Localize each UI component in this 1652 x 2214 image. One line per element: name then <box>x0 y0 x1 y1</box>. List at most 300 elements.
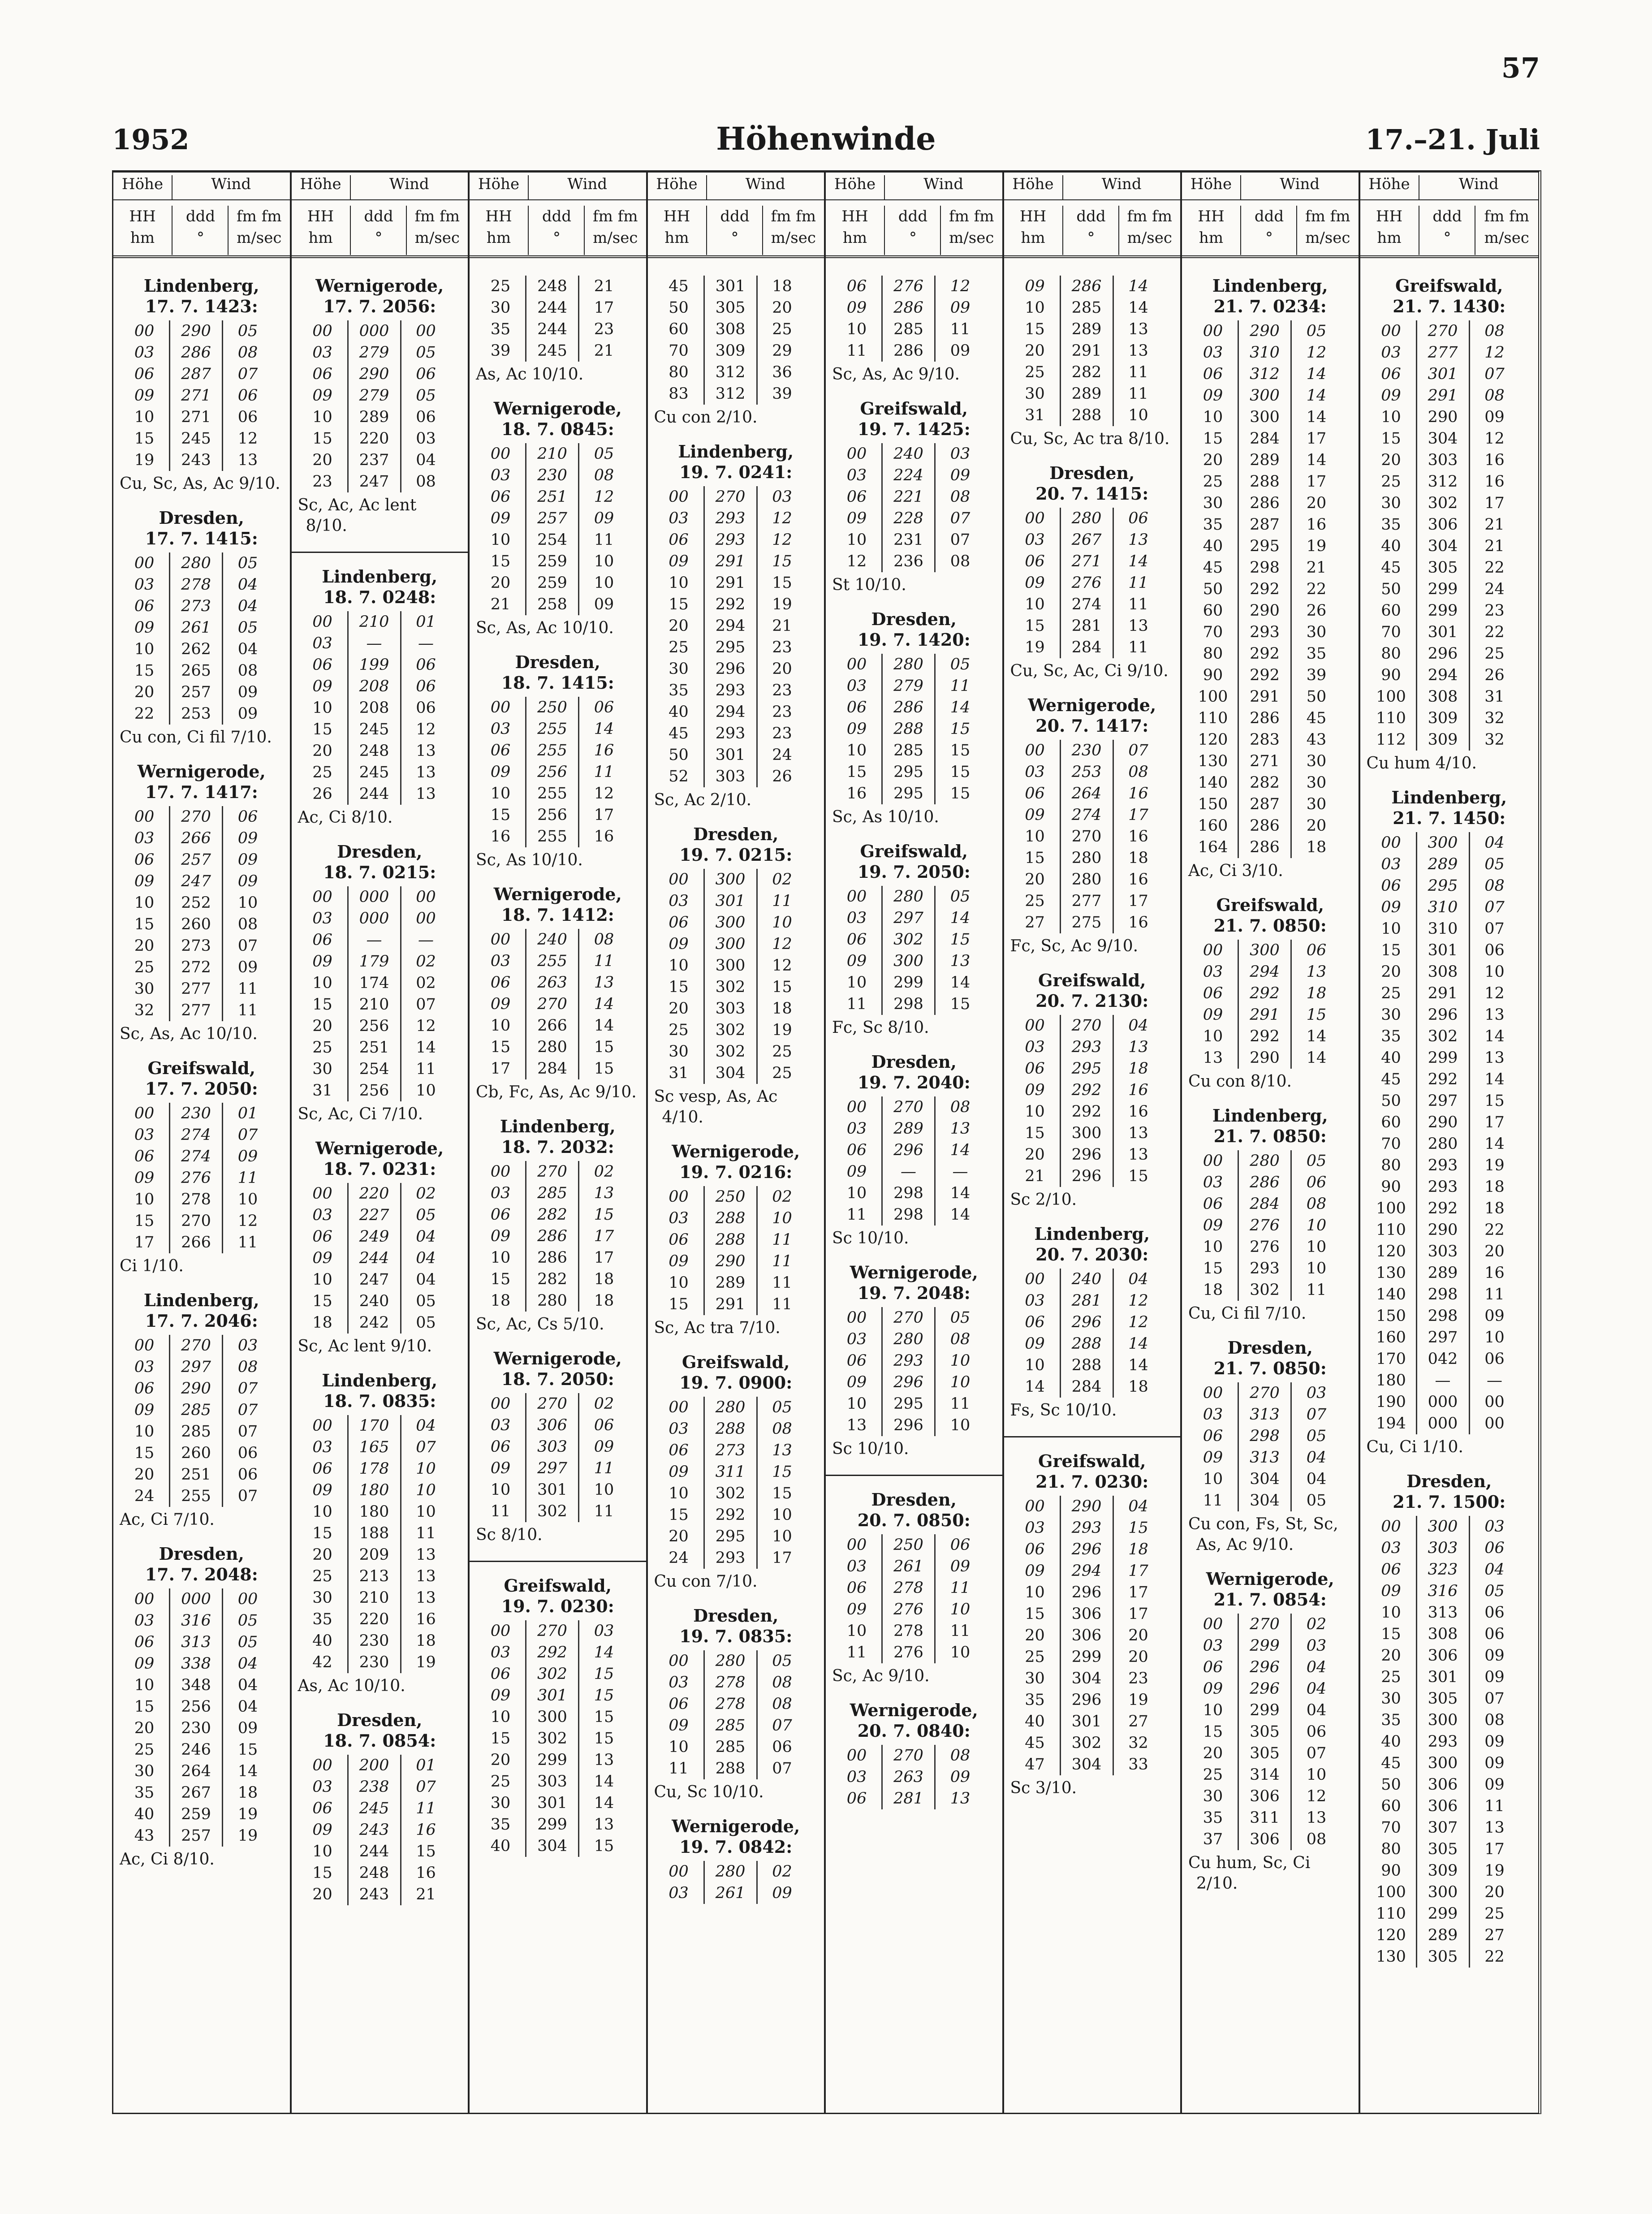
direction-value: 265 <box>169 660 223 682</box>
direction-value: 256 <box>525 761 579 783</box>
station-name: Greifswald, <box>1216 895 1324 915</box>
height-value: 09 <box>490 509 511 527</box>
table-row <box>1010 1144 1174 1165</box>
direction-value: 338 <box>169 1653 223 1675</box>
observation-time: 21. 7. 0854: <box>1213 1589 1327 1610</box>
height-value: 11 <box>846 995 867 1013</box>
direction-value: 291 <box>1238 686 1292 708</box>
height-value: 00 <box>490 699 511 716</box>
table-row <box>298 1587 462 1609</box>
direction-value: 290 <box>1416 1219 1470 1241</box>
height-value: 00 <box>134 1105 155 1122</box>
speed-value: 09 <box>1484 1307 1505 1325</box>
speed-value: 09 <box>950 342 970 360</box>
table-row <box>1367 342 1532 363</box>
direction-value: 266 <box>169 828 223 849</box>
direction-value: 255 <box>525 783 579 804</box>
speed-value: 12 <box>950 277 970 295</box>
speed-value: 13 <box>1484 1819 1505 1837</box>
direction-value: 286 <box>1238 708 1292 729</box>
table-row <box>120 1442 284 1464</box>
speed-value: 13 <box>950 1120 970 1138</box>
table-row <box>654 319 818 340</box>
table-row <box>476 718 640 740</box>
page-number: 57 <box>1501 52 1540 84</box>
observation-time: 18. 7. 1412: <box>501 905 614 925</box>
table-row <box>654 680 818 701</box>
header-row-1 <box>1360 173 1539 200</box>
table-row <box>476 297 640 319</box>
direction-value: 292 <box>1238 665 1292 686</box>
speed-value: 13 <box>416 742 436 760</box>
height-value: 120 <box>1376 1243 1406 1260</box>
height-value: 03 <box>134 576 155 594</box>
speed-value: 14 <box>594 1017 614 1035</box>
height-value: 06 <box>1203 984 1223 1002</box>
direction-value: 280 <box>169 552 223 574</box>
direction-value: 285 <box>881 319 936 340</box>
speed-value: 13 <box>594 1184 614 1202</box>
direction-value: 288 <box>1060 1355 1114 1376</box>
table-row <box>1010 1603 1174 1625</box>
height-value: 35 <box>1203 516 1223 534</box>
table-row <box>1188 1150 1352 1172</box>
table-row <box>476 1771 640 1792</box>
hoehe-label: Höhe <box>1012 175 1054 193</box>
station-block <box>1010 1451 1174 1799</box>
direction-value: 302 <box>703 976 758 998</box>
hh-unit-label <box>648 206 706 249</box>
height-value: 15 <box>490 1270 511 1288</box>
direction-value: 294 <box>703 615 758 637</box>
direction-value: 174 <box>347 972 401 994</box>
table-row <box>832 1307 996 1329</box>
height-value: 09 <box>846 1601 867 1618</box>
table-row <box>298 1312 462 1334</box>
table-row <box>1367 1262 1532 1284</box>
direction-value: 302 <box>1060 1732 1114 1754</box>
cloud-observation: Sc, Ac, Ac lent 8/10. <box>298 496 417 535</box>
direction-value: 294 <box>1416 665 1470 686</box>
table-row <box>1188 1215 1352 1236</box>
height-value: 06 <box>1025 785 1045 803</box>
direction-value: 309 <box>1416 1860 1470 1882</box>
table-row <box>1367 449 1532 471</box>
speed-value: 10 <box>416 1481 436 1499</box>
table-row <box>476 465 640 486</box>
hm-label: hm <box>308 229 333 247</box>
speed-value: 13 <box>594 1816 614 1834</box>
header-row-2 <box>470 200 646 255</box>
speed-value: 09 <box>237 958 258 976</box>
table-row <box>832 340 996 362</box>
observation-time: 21. 7. 0850: <box>1213 1358 1327 1378</box>
speed-value: 05 <box>416 1206 436 1224</box>
direction-value: 170 <box>347 1415 401 1437</box>
table-row <box>654 1882 818 1904</box>
table-row <box>298 1204 462 1226</box>
table-row <box>1010 1312 1174 1333</box>
table-row <box>298 1415 462 1437</box>
direction-value: 280 <box>703 1397 758 1418</box>
direction-value: 305 <box>1238 1721 1292 1743</box>
observation-time: 18. 7. 0854: <box>323 1731 436 1751</box>
direction-value: 299 <box>1416 600 1470 621</box>
speed-value: 12 <box>416 721 436 738</box>
table-row <box>654 594 818 615</box>
direction-value: 289 <box>703 1272 758 1294</box>
height-value: 10 <box>134 1423 155 1441</box>
direction-value: 303 <box>525 1771 579 1792</box>
speed-value: 06 <box>237 408 258 426</box>
table-row <box>298 1226 462 1247</box>
speed-value: 05 <box>416 1314 436 1332</box>
direction-value: 230 <box>169 1718 223 1739</box>
speed-value: 13 <box>772 1441 792 1459</box>
speed-value: 22 <box>1484 1948 1505 1966</box>
station-name: Wernigerode, <box>315 1138 444 1158</box>
column-header <box>292 173 468 258</box>
direction-value: 210 <box>347 994 401 1015</box>
direction-value: 271 <box>169 406 223 428</box>
table-row <box>120 1675 284 1696</box>
height-value: 09 <box>312 1481 332 1499</box>
table-row <box>1188 815 1352 837</box>
table-row <box>1188 1721 1352 1743</box>
table-row <box>654 998 818 1019</box>
table-row <box>1188 514 1352 535</box>
table-row <box>1367 1645 1532 1666</box>
height-value: 15 <box>134 915 155 933</box>
speed-value: 11 <box>237 980 258 998</box>
hh-unit-label <box>1004 206 1062 249</box>
hh-unit-label <box>1360 206 1419 249</box>
speed-value: 10 <box>950 1416 970 1434</box>
height-value: 25 <box>669 1021 689 1039</box>
direction-value: 240 <box>1060 1269 1114 1290</box>
table-row <box>1010 1269 1174 1290</box>
direction-value: 200 <box>347 1755 401 1776</box>
observation-time: 19. 7. 2048: <box>857 1283 970 1303</box>
speed-value: 04 <box>1128 1498 1148 1515</box>
table-row <box>1188 751 1352 772</box>
direction-value: 297 <box>881 907 936 929</box>
direction-value: 299 <box>1416 1047 1470 1069</box>
speed-value: 23 <box>772 639 792 656</box>
height-value: 03 <box>490 1644 511 1662</box>
direction-value: 285 <box>703 1736 758 1758</box>
direction-value: 270 <box>703 486 758 508</box>
table-row <box>1188 643 1352 665</box>
column-body <box>292 262 468 2113</box>
table-row <box>654 1650 818 1672</box>
speed-value: 13 <box>1128 320 1148 338</box>
direction-value: 289 <box>881 1118 936 1139</box>
table-row <box>120 957 284 978</box>
direction-value: 296 <box>1060 1312 1114 1333</box>
speed-value: 16 <box>416 1864 436 1882</box>
speed-value: 16 <box>1128 1081 1148 1099</box>
direction-value: 305 <box>1416 1688 1470 1709</box>
height-value: 03 <box>669 1884 689 1902</box>
station-block <box>476 276 640 385</box>
table-column <box>292 173 470 2113</box>
header-row-1 <box>292 173 468 200</box>
table-row <box>298 1841 462 1862</box>
height-value: 110 <box>1376 1905 1406 1923</box>
table-row <box>654 1208 818 1229</box>
direction-value: 287 <box>169 363 223 385</box>
direction-value: 313 <box>1238 1447 1292 1468</box>
height-value: 06 <box>1203 1427 1223 1445</box>
speed-value: 07 <box>1484 898 1505 916</box>
table-row <box>832 1393 996 1415</box>
header-row-1 <box>470 173 646 200</box>
height-value: 45 <box>669 277 689 295</box>
speed-value: 10 <box>950 1373 970 1391</box>
direction-value: 259 <box>525 572 579 594</box>
observation-time: 20. 7. 1417: <box>1035 716 1149 736</box>
speed-value: 15 <box>416 1843 436 1860</box>
speed-value: 10 <box>594 552 614 570</box>
table-row <box>298 951 462 972</box>
data-table <box>112 170 1541 2114</box>
speed-value: 04 <box>1128 1017 1148 1035</box>
table-row <box>298 908 462 929</box>
speed-value: 17 <box>594 299 614 317</box>
table-row <box>476 1685 640 1706</box>
direction-value: 208 <box>347 697 401 719</box>
speed-value: 13 <box>1306 1809 1327 1827</box>
speed-value: 13 <box>1484 1006 1505 1024</box>
fm-unit-label <box>1296 206 1359 255</box>
table-row <box>1010 405 1174 426</box>
speed-value: 21 <box>1484 537 1505 555</box>
direction-value: 304 <box>1416 535 1470 557</box>
speed-value: 23 <box>772 682 792 699</box>
direction-value: — <box>347 633 401 654</box>
table-row <box>1188 1382 1352 1404</box>
cloud-observation: Cu, Sc 10/10. <box>654 1783 764 1801</box>
table-row <box>654 1019 818 1041</box>
station-name: Greifswald, <box>860 398 968 419</box>
station-block <box>832 276 996 385</box>
height-value: 70 <box>1381 1135 1401 1153</box>
speed-value: 32 <box>1484 731 1505 749</box>
table-row <box>298 972 462 994</box>
direction-value: 276 <box>1060 572 1114 594</box>
speed-value: 08 <box>237 344 258 362</box>
observation-time: 18. 7. 0248: <box>323 587 436 607</box>
speed-value: 13 <box>416 785 436 803</box>
height-value: 15 <box>312 430 332 448</box>
height-value: 15 <box>312 721 332 738</box>
station-block <box>654 441 818 811</box>
speed-value: 10 <box>950 1601 970 1618</box>
direction-value: 287 <box>1238 514 1292 535</box>
fm-label: fm fm <box>1484 207 1529 225</box>
table-row <box>654 508 818 529</box>
height-value: 06 <box>1203 365 1223 383</box>
table-row <box>1010 912 1174 933</box>
speed-value: 05 <box>237 554 258 572</box>
direction-value: 274 <box>169 1124 223 1146</box>
direction-value: 310 <box>1238 342 1292 363</box>
direction-value: 290 <box>1238 600 1292 621</box>
table-row <box>654 1229 818 1251</box>
height-value: 03 <box>134 1126 155 1144</box>
direction-value: 299 <box>1238 1700 1292 1721</box>
direction-value: 280 <box>525 1036 579 1058</box>
height-value: 40 <box>1203 537 1223 555</box>
speed-value: 23 <box>772 725 792 742</box>
table-row <box>1188 1236 1352 1258</box>
station-name: Wernigerode, <box>672 1141 800 1161</box>
table-row <box>120 1696 284 1718</box>
table-row <box>1367 1176 1532 1198</box>
direction-value: 284 <box>1060 637 1114 658</box>
table-row <box>1010 1122 1174 1144</box>
table-row <box>1367 1709 1532 1731</box>
fm-unit-label <box>1118 206 1181 255</box>
table-row <box>1188 983 1352 1004</box>
column-header <box>1004 173 1181 258</box>
table-row <box>654 637 818 658</box>
direction-value: 301 <box>525 1792 579 1814</box>
station-name: Greifswald, <box>682 1352 790 1372</box>
height-value: 03 <box>846 1768 867 1786</box>
speed-value: 17 <box>1128 1584 1148 1601</box>
direction-value: 302 <box>703 1483 758 1504</box>
table-column <box>826 173 1004 2113</box>
height-value: 09 <box>134 1401 155 1419</box>
height-value: 03 <box>312 910 332 928</box>
direction-value: 248 <box>347 1862 401 1884</box>
observation-time: 20. 7. 1415: <box>1035 483 1149 504</box>
table-row <box>1367 1795 1532 1817</box>
speed-value: 09 <box>237 1719 258 1737</box>
direction-value: 292 <box>1238 643 1292 665</box>
cloud-observation: Cu, Sc, Ac, Ci 9/10. <box>1010 662 1169 680</box>
speed-value: 08 <box>1128 763 1148 781</box>
table-column <box>113 173 292 2113</box>
direction-value: 250 <box>881 1534 936 1556</box>
table-row <box>1188 492 1352 514</box>
height-value: 35 <box>490 320 511 338</box>
height-value: 15 <box>669 596 689 613</box>
direction-value: 298 <box>881 993 936 1015</box>
table-row <box>476 1479 640 1501</box>
speed-value: 11 <box>594 952 614 970</box>
msec-label: m/sec <box>414 229 460 247</box>
table-row <box>832 1350 996 1372</box>
table-row <box>298 1630 462 1652</box>
height-value: 09 <box>846 720 867 738</box>
fm-label: fm fm <box>593 207 638 225</box>
direction-value: 292 <box>1238 578 1292 600</box>
hoehe-label: Höhe <box>656 175 698 193</box>
speed-value: 16 <box>594 742 614 760</box>
table-row <box>476 276 640 297</box>
station-block <box>654 276 818 428</box>
height-value: 03 <box>134 1358 155 1376</box>
speed-value: 04 <box>416 451 436 469</box>
table-row <box>832 443 996 465</box>
speed-value: 14 <box>594 1794 614 1812</box>
ddd-label: ddd <box>720 207 750 225</box>
height-value: 09 <box>490 995 511 1013</box>
table-row <box>298 1037 462 1058</box>
direction-value: 305 <box>1416 557 1470 578</box>
table-row <box>476 1436 640 1458</box>
direction-value: 298 <box>881 1183 936 1204</box>
direction-value: 276 <box>881 1642 936 1663</box>
direction-value: 304 <box>703 1062 758 1084</box>
height-value: 06 <box>1025 1541 1045 1558</box>
height-value: 10 <box>312 1843 332 1860</box>
height-value: 06 <box>134 365 155 383</box>
speed-value: 15 <box>594 1206 614 1224</box>
speed-value: 06 <box>416 408 436 426</box>
table-row <box>1010 1646 1174 1668</box>
direction-value: 279 <box>347 385 401 406</box>
direction-value: 264 <box>1060 783 1114 804</box>
direction-value: 255 <box>525 740 579 761</box>
height-value: 09 <box>846 509 867 527</box>
table-row <box>120 574 284 596</box>
direction-value: 290 <box>703 1251 758 1272</box>
fm-unit-label <box>228 206 290 255</box>
table-row <box>1188 1678 1352 1700</box>
speed-value: 03 <box>772 488 792 506</box>
station-name: Dresden, <box>1406 1471 1492 1491</box>
height-value: 09 <box>846 1373 867 1391</box>
speed-value: 17 <box>1128 1562 1148 1580</box>
observation-time: 21. 7. 0850: <box>1213 915 1327 936</box>
height-value: 11 <box>490 1502 511 1520</box>
table-row <box>654 1758 818 1779</box>
direction-value: 292 <box>703 1504 758 1526</box>
table-row <box>1188 535 1352 557</box>
speed-value: 17 <box>1128 806 1148 824</box>
speed-value: 12 <box>772 509 792 527</box>
station-name: Wernigerode, <box>493 884 622 904</box>
direction-value: 276 <box>1238 1236 1292 1258</box>
height-value: 10 <box>1381 920 1401 938</box>
speed-value: 10 <box>1306 1238 1327 1256</box>
height-value: 09 <box>669 1252 689 1270</box>
speed-value: 15 <box>594 1060 614 1078</box>
table-row <box>1367 621 1532 643</box>
observation-time: 19. 7. 0216: <box>679 1162 793 1182</box>
station-name: Dresden, <box>1049 463 1135 483</box>
table-row <box>654 744 818 766</box>
station-block <box>476 1116 640 1335</box>
direction-value: 304 <box>1238 1468 1292 1490</box>
height-value: 25 <box>134 1741 155 1759</box>
column-body <box>113 262 290 2113</box>
station-name: Dresden, <box>159 508 244 528</box>
hh-label: HH <box>1019 207 1047 225</box>
direction-value: 295 <box>1416 875 1470 897</box>
table-row <box>1010 1625 1174 1646</box>
direction-value: 293 <box>1238 621 1292 643</box>
height-value: 03 <box>490 466 511 484</box>
station-name: Dresden, <box>515 652 600 672</box>
station-name: Wernigerode, <box>850 1700 978 1720</box>
height-value: 15 <box>134 430 155 448</box>
direction-value: 292 <box>1416 1069 1470 1090</box>
